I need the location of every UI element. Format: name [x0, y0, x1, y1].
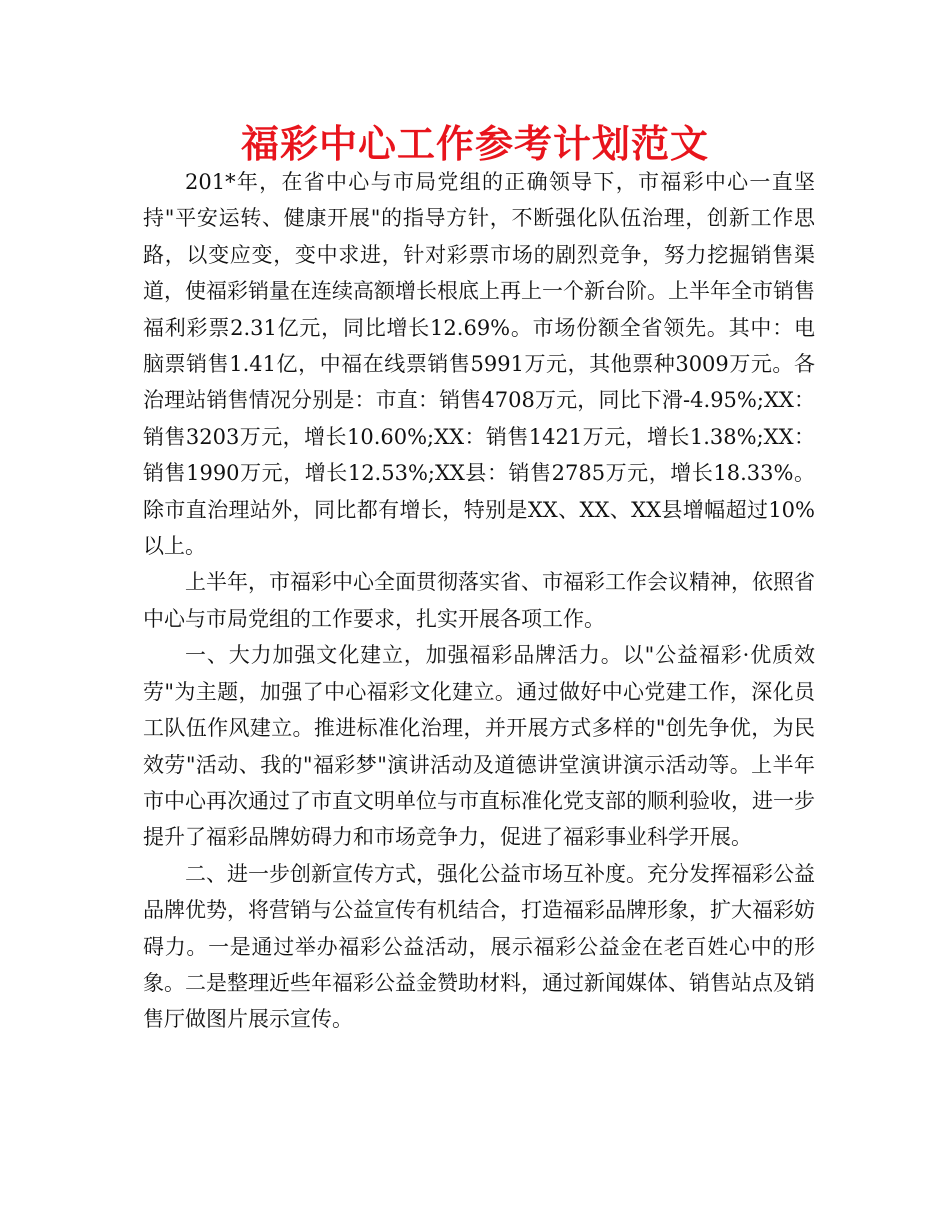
paragraph-culture-building: 一、大力加强文化建立，加强福彩品牌活力。以"公益福彩·优质效劳"为主题，加强了中心福彩文化建立。通过做好中心党建工作，深化员工队伍作风建立。推进标准化治理，并开展方式多样的"创先争优，为民效劳"活动、我的"福彩梦"演讲活动及道德讲堂演讲演示活动等。上半年市中心再次通过了市直文明单位与市直标准化党支部的顺利验收，进一步提升了福彩品牌妨碍力和市场竞争力，促进了福彩事业科学开展。 — [143, 643, 815, 850]
document-body — [143, 164, 815, 1038]
paragraph-half-year-overview: 上半年，市福彩中心全面贯彻落实省、市福彩工作会议精神，依照省中心与市局党组的工作要求，扎实开展各项工作。 — [143, 570, 815, 631]
paragraph-publicity-innovation: 二、进一步创新宣传方式，强化公益市场互补度。充分发挥福彩公益品牌优势，将营销与公益宣传有机结合，打造福彩品牌形象，扩大福彩妨碍力。一是通过举办福彩公益活动，展示福彩公益金在老百姓心中的形象。二是整理近些年福彩公益金赞助材料，通过新闻媒体、销售站点及销售厅做图片展示宣传。 — [143, 861, 815, 1032]
document-title: 福彩中心工作参考计划范文 — [240, 121, 709, 166]
paragraph-sales-summary: 201*年，在省中心与市局党组的正确领导下，市福彩中心一直坚持"平安运转、健康开展"的指导方针，不断强化队伍治理，创新工作思路，以变应变，变中求进，针对彩票市场的剧烈竞争，努力挖掘销售渠道，使福彩销量在连续高额增长根底上再上一个新台阶。上半年全市销售福利彩票2.31亿元，同比增长12.69%。市场份额全省领先。其中：电脑票销售1.41亿，中福在线票销售5991万元，其他票种3009万元。各治理站销售情况分别是：市直：销售4708万元，同比下滑-4.95%;XX：销售3203万元，增长10.60%;XX：销售1421万元，增长1.38%;XX：销售1990万元，增长12.53%;XX县：销售2785万元，增长18.33%。除市直治理站外，同比都有增长，特别是XX、XX、XX县增幅超过10%以上。 — [143, 170, 815, 559]
